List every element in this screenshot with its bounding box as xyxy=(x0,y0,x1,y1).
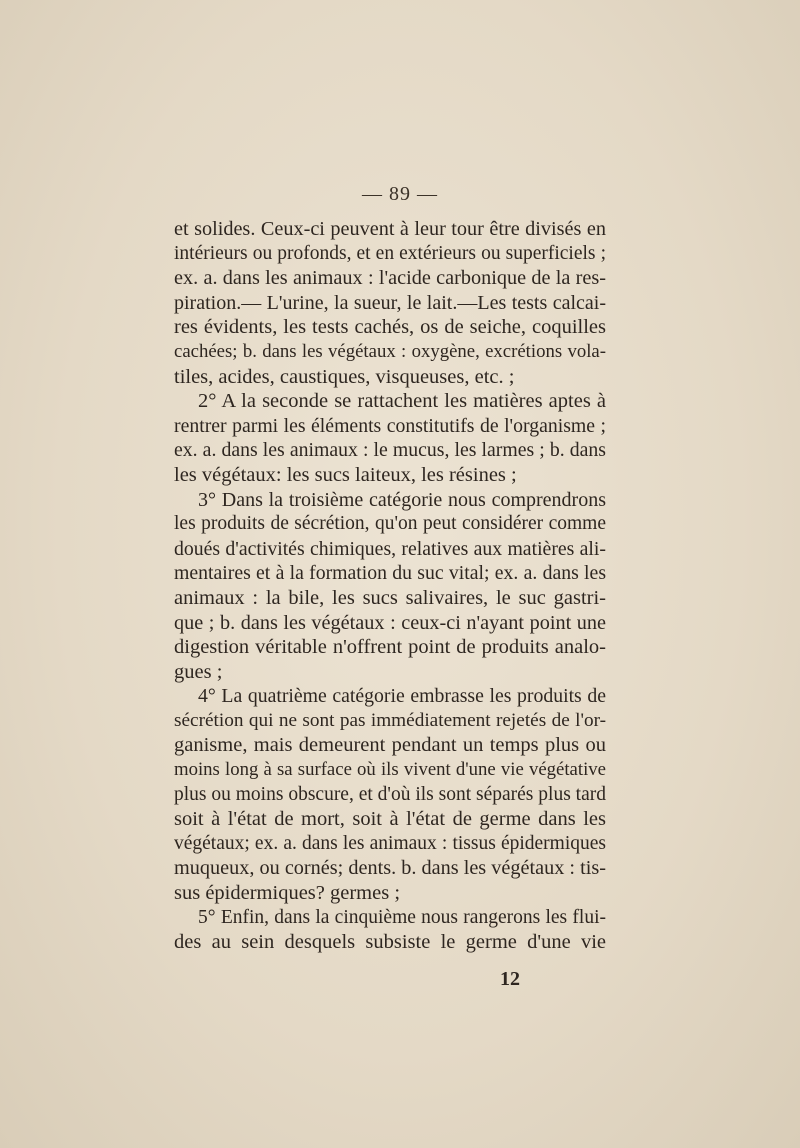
text-line: gues ; xyxy=(174,660,223,683)
text-line: intérieurs ou profonds, et en extérieurs ou superficiels ; xyxy=(174,242,606,264)
text-line: végétaux; ex. a. dans les animaux : tissus épidermiques xyxy=(174,832,606,854)
text-line: et solides. Ceux-ci peuvent à leur tour être divisés en xyxy=(174,218,606,240)
text-line: plus ou moins obscure, et d'où ils sont séparés plus tard xyxy=(174,783,606,805)
text-line: doués d'activités chimiques, relatives aux matières ali- xyxy=(174,537,606,560)
text-line: tiles, acides, caustiques, visqueuses, etc. ; xyxy=(174,365,515,388)
text-line: 5° Enfin, dans la cinquième nous rangerons les flui- xyxy=(198,906,606,928)
text-line: que ; b. dans les végétaux : ceux-ci n'ayant point une xyxy=(174,611,606,634)
text-line: cachées; b. dans les végétaux : oxygène, excrétions vola- xyxy=(174,340,606,362)
text-line: digestion véritable n'offrent point de produits analo- xyxy=(174,636,606,659)
text-line: sus épidermiques? germes ; xyxy=(174,882,401,905)
text-line: ex. a. dans les animaux : l'acide carbonique de la res- xyxy=(174,267,606,290)
text-line: ganisme, mais demeurent pendant un temps plus ou xyxy=(174,734,606,757)
text-line: 3° Dans la troisième catégorie nous comprendrons xyxy=(198,488,606,511)
page-number: — 89 — xyxy=(362,183,438,205)
text-line: ex. a. dans les animaux : le mucus, les larmes ; b. dans xyxy=(174,439,606,462)
text-line: res évidents, les tests cachés, os de seiche, coquilles xyxy=(174,316,606,339)
text-line: les produits de sécrétion, qu'on peut considérer comme xyxy=(174,513,606,535)
text-line: rentrer parmi les éléments constitutifs de l'organisme ; xyxy=(174,414,606,437)
text-line: mentaires et à la formation du suc vital; ex. a. dans les xyxy=(174,562,606,585)
text-line: soit à l'état de mort, soit à l'état de germe dans les xyxy=(174,808,606,831)
text-line: 2° A la seconde se rattachent les matières aptes à xyxy=(198,390,606,413)
text-line: 4° La quatrième catégorie embrasse les produits de xyxy=(198,685,606,708)
text-line: animaux : la bile, les sucs salivaires, le suc gastri- xyxy=(174,586,606,609)
text-line: moins long à sa surface où ils vivent d'une vie végétative xyxy=(174,759,606,781)
text-line: muqueux, ou cornés; dents. b. dans les végétaux : tis- xyxy=(174,857,606,880)
text-line: piration.— L'urine, la sueur, le lait.—Les tests calcai- xyxy=(174,291,606,314)
text-line: des au sein desquels subsiste le germe d'une vie xyxy=(174,931,606,954)
body-text xyxy=(174,217,606,955)
text-line: sécrétion qui ne sont pas immédiatement rejetés de l'or- xyxy=(174,709,606,731)
signature-mark: 12 xyxy=(500,968,520,990)
text-line: les végétaux: les sucs laiteux, les résines ; xyxy=(174,463,517,486)
